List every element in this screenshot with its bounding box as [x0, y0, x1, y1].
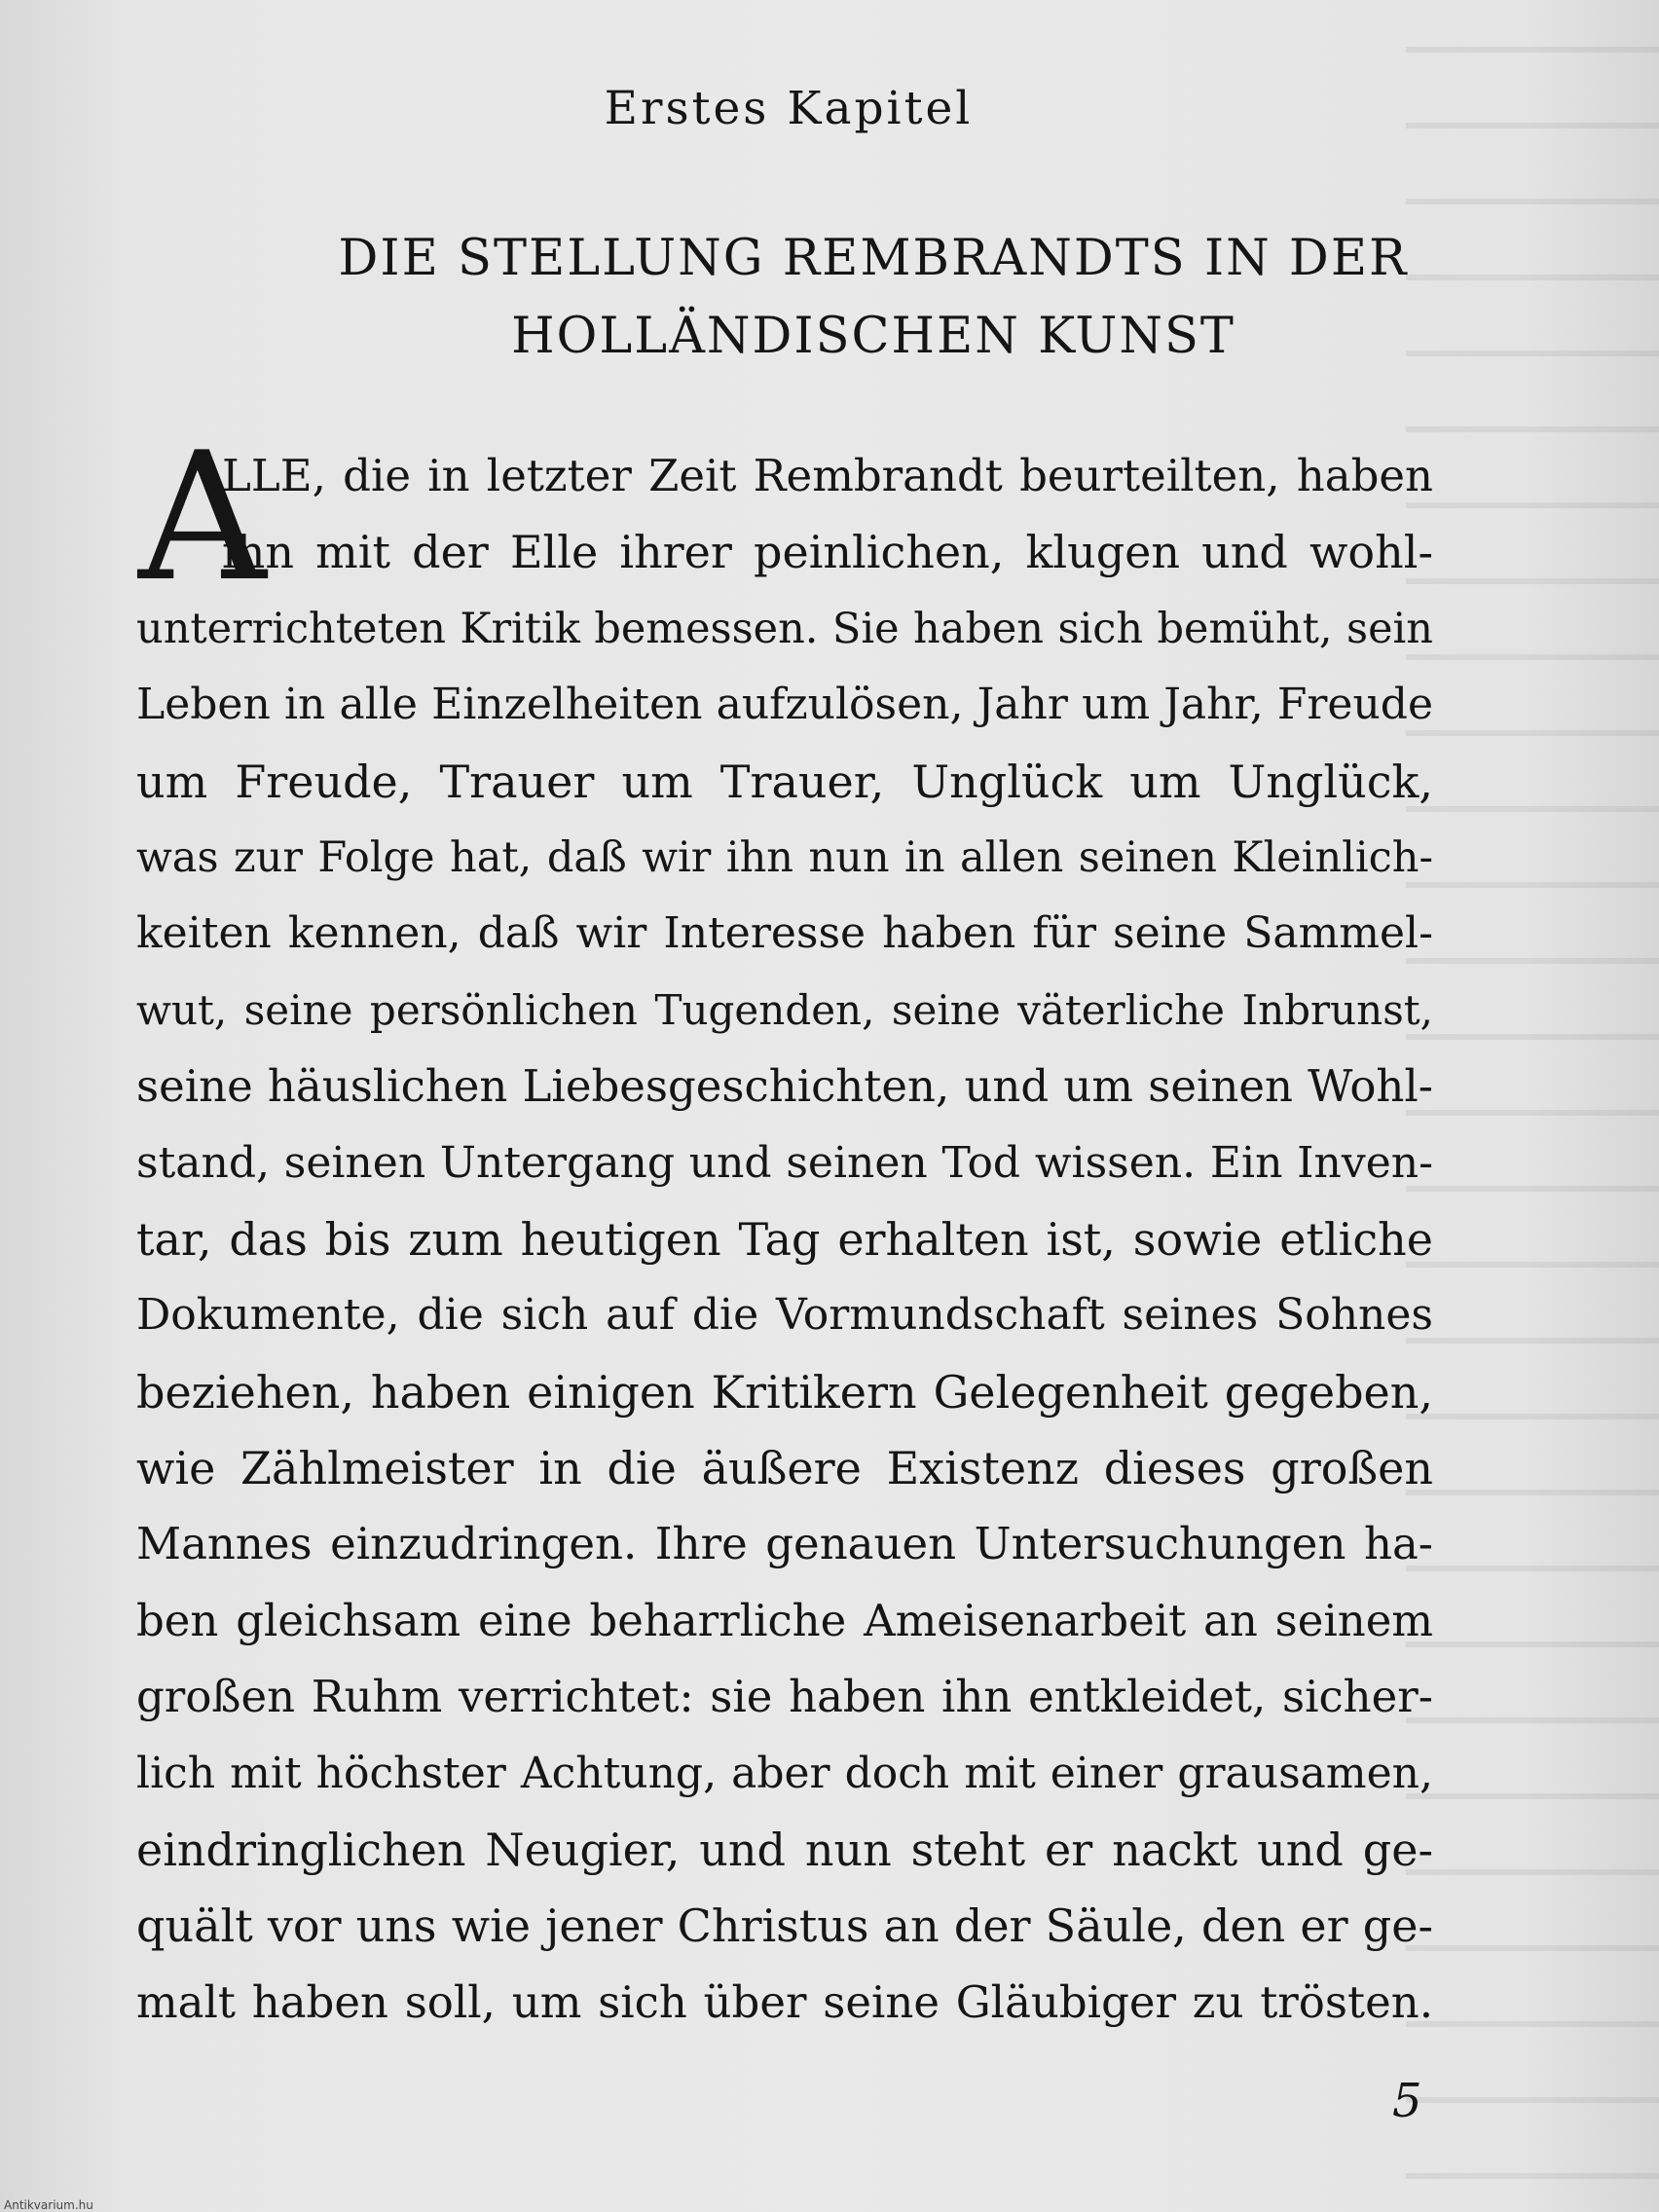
chapter-title — [0, 220, 1659, 376]
body-line: tar, das bis zum heutigen Tag erhalten ist, sowie etliche — [136, 1212, 1433, 1266]
chapter-title-line-1: DIE STELLUNG REMBRANDTS IN DER — [338, 230, 1409, 287]
body-line: um Freude, Trauer um Trauer, Unglück um Unglück, — [136, 755, 1433, 808]
body-text — [136, 438, 1433, 2041]
drop-cap: A — [138, 414, 267, 620]
body-line: keiten kennen, daß wir Interesse haben für seine Sammel- — [136, 908, 1433, 959]
body-line: Leben in alle Einzelheiten aufzulösen, Jahr um Jahr, Freude — [136, 680, 1433, 730]
body-line: wie Zählmeister in die äußere Existenz dieses großen — [136, 1442, 1433, 1495]
chapter-heading: Erstes Kapitel — [604, 82, 974, 135]
body-line: malt haben soll, um sich über seine Gläubiger zu trösten. — [136, 1975, 1433, 2028]
body-line: Dokumente, die sich auf die Vormundschaft seines Sohnes — [136, 1290, 1433, 1341]
body-line: quält vor uns wie jener Christus an der Säule, den er ge- — [136, 1899, 1433, 1953]
body-line: ben gleichsam eine beharrliche Ameisenarbeit an seinem — [136, 1594, 1433, 1646]
body-line: großen Ruhm verrichtet: sie haben ihn entkleidet, sicher- — [136, 1671, 1433, 1723]
page-number: 5 — [1392, 2074, 1422, 2128]
body-line: seine häuslichen Liebesgeschichten, und um seinen Wohl- — [136, 1060, 1433, 1113]
chapter-title-line-2: HOLLÄNDISCHEN KUNST — [511, 308, 1235, 365]
body-line: beziehen, haben einigen Kritikern Gelegenheit gegeben, — [136, 1365, 1433, 1419]
body-line: Mannes einzudringen. Ihre genauen Untersuchungen ha- — [136, 1518, 1433, 1570]
body-line: LLE, die in letzter Zeit Rembrandt beurteilten, haben — [222, 450, 1433, 501]
body-line: lich mit höchster Achtung, aber doch mit einer grausamen, — [136, 1748, 1433, 1798]
body-line: ihn mit der Elle ihrer peinlichen, klugen und wohl- — [222, 526, 1433, 579]
body-line: wut, seine persönlichen Tugenden, seine väterliche Inbrunst, — [136, 985, 1433, 1034]
body-line: eindringlichen Neugier, und nun steht er nackt und ge- — [136, 1824, 1433, 1877]
body-line: stand, seinen Untergang und seinen Tod wissen. Ein Inven- — [136, 1137, 1433, 1188]
body-line: unterrichteten Kritik bemessen. Sie haben sich bemüht, sein — [136, 604, 1433, 653]
watermark: Antikvarium.hu — [4, 2198, 93, 2212]
body-line: was zur Folge hat, daß wir ihn nun in allen seinen Kleinlich- — [136, 832, 1433, 882]
